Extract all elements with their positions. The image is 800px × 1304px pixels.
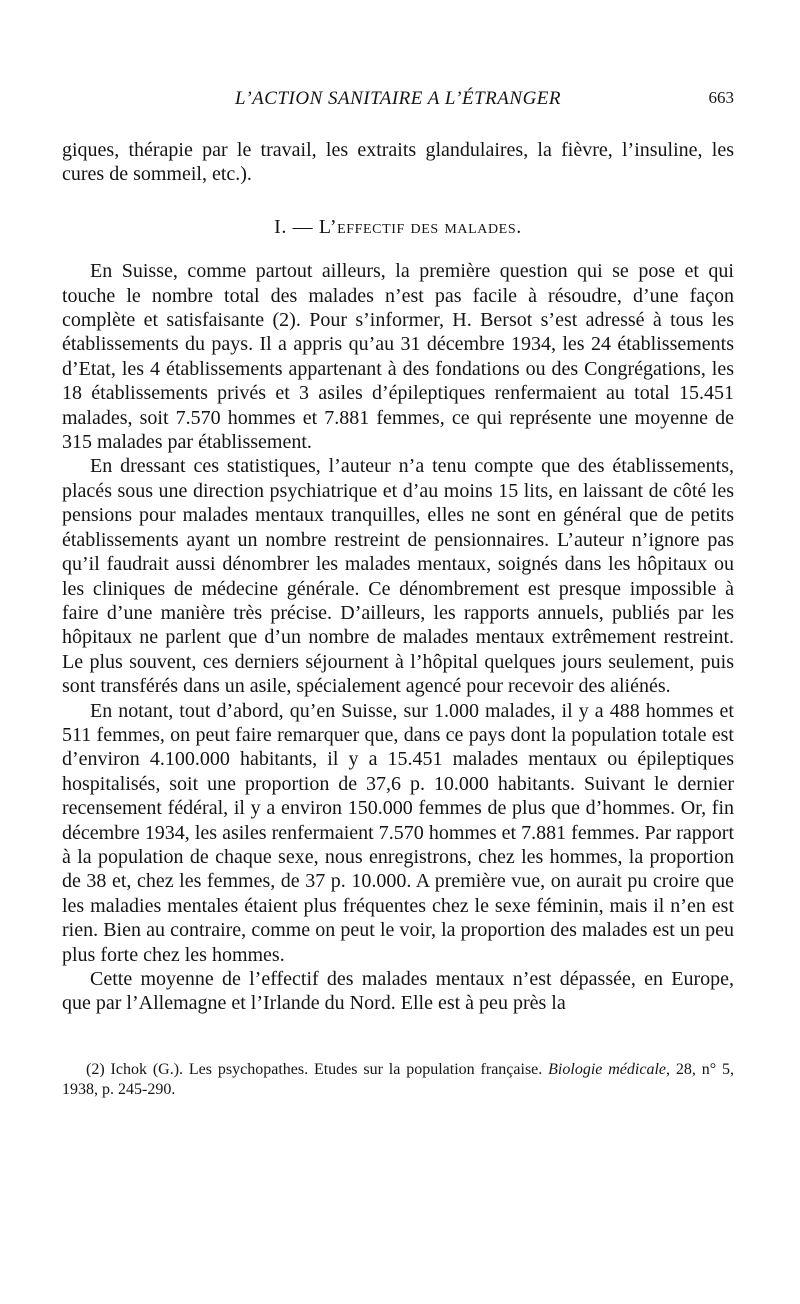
body-text — [62, 138, 734, 1016]
document-page — [62, 88, 734, 1100]
running-title: L’ACTION SANITAIRE A L’ÉTRANGER — [234, 88, 561, 109]
page-number: 663 — [708, 88, 734, 107]
page-header — [62, 88, 734, 118]
footnote — [62, 1060, 734, 1100]
footnotes — [62, 1060, 734, 1100]
footnote-citation: , 28, n° 5, 1938, p. 245-290. — [62, 1060, 735, 1098]
paragraph: En dressant ces statistiques, l’auteur n’a tenu compte que des établissements, placés sous une direction psychiatrique et d’au moins 15 lits, en laissant de côté les pensions pour malades mentaux tranquilles, elles ne sont en général que de petits établissements ayant un nombre restreint de pensionnaires. L’auteur n’ignore pas qu’il faudrait aussi dénombrer les malades mentaux, soignés dans les hôpitaux ou les cliniques de médecine générale. Ce dénombrement est presque impossible à faire d’une manière très précise. D’ailleurs, les rapports annuels, publiés par les hôpitaux ne parlent que d’un nombre de malades mentaux extrêmement restreint. Le plus souvent, ces derniers séjournent à l’hôpital quelques jours seulement, puis sont transférés dans un asile, spécialement agencé pour recevoir des aliénés. — [62, 455, 734, 698]
footnote-journal: Biologie médicale — [548, 1060, 666, 1078]
footnote-authors-title: (2) Ichok (G.). Les psychopathes. Etudes sur la population française. — [86, 1060, 543, 1078]
paragraph: Cette moyenne de l’effectif des malades mentaux n’est dépassée, en Europe, que par l’Allemagne et l’Irlande du Nord. Elle est à peu près la — [62, 968, 734, 1015]
paragraph: En Suisse, comme partout ailleurs, la première question qui se pose et qui touche le nombre total des malades n’est pas facile à résoudre, d’une façon complète et satisfaisante (2). Pour s’informer, H. Bersot s’est adressé à tous les établissements du pays. Il a appris qu’au 31 décembre 1934, les 24 établissements d’Etat, les 4 établissements appartenant à des fondations ou des Congrégations, les 18 établissements privés et 3 asiles d’épileptiques renfermaient au total 15.451 malades, soit 7.570 hommes et 7.881 femmes, ce qui représente une moyenne de 315 malades par établissement. — [62, 260, 734, 454]
paragraph: En notant, tout d’abord, qu’en Suisse, sur 1.000 malades, il y a 488 hommes et 511 femmes, on peut faire remarquer que, dans ce pays dont la population totale est d’environ 4.100.000 habitants, il y a 15.451 malades mentaux ou épileptiques hospitalisés, soit une proportion de 37,6 p. 10.000 habitants. Suivant le dernier recensement fédéral, il y a environ 150.000 femmes de plus que d’hommes. Or, fin décembre 1934, les asiles renfermaient 7.570 hommes et 7.881 femmes. Par rapport à la population de chaque sexe, nous enregistrons, chez les hommes, la proportion de 38 et, chez les femmes, de 37 p. 10.000. A première vue, on aurait pu croire que les maladies mentales étaient plus fréquentes chez le sexe féminin, mais il n’en est rien. Bien au contraire, comme on peut le voir, la proportion des malades est un peu plus forte chez les hommes. — [62, 699, 734, 966]
paragraph-carryover: giques, thérapie par le travail, les extraits glandulaires, la fièvre, l’insuline, les cures de sommeil, etc.). — [62, 139, 734, 186]
section-heading: I. — L’effectif des malades. — [274, 215, 522, 238]
